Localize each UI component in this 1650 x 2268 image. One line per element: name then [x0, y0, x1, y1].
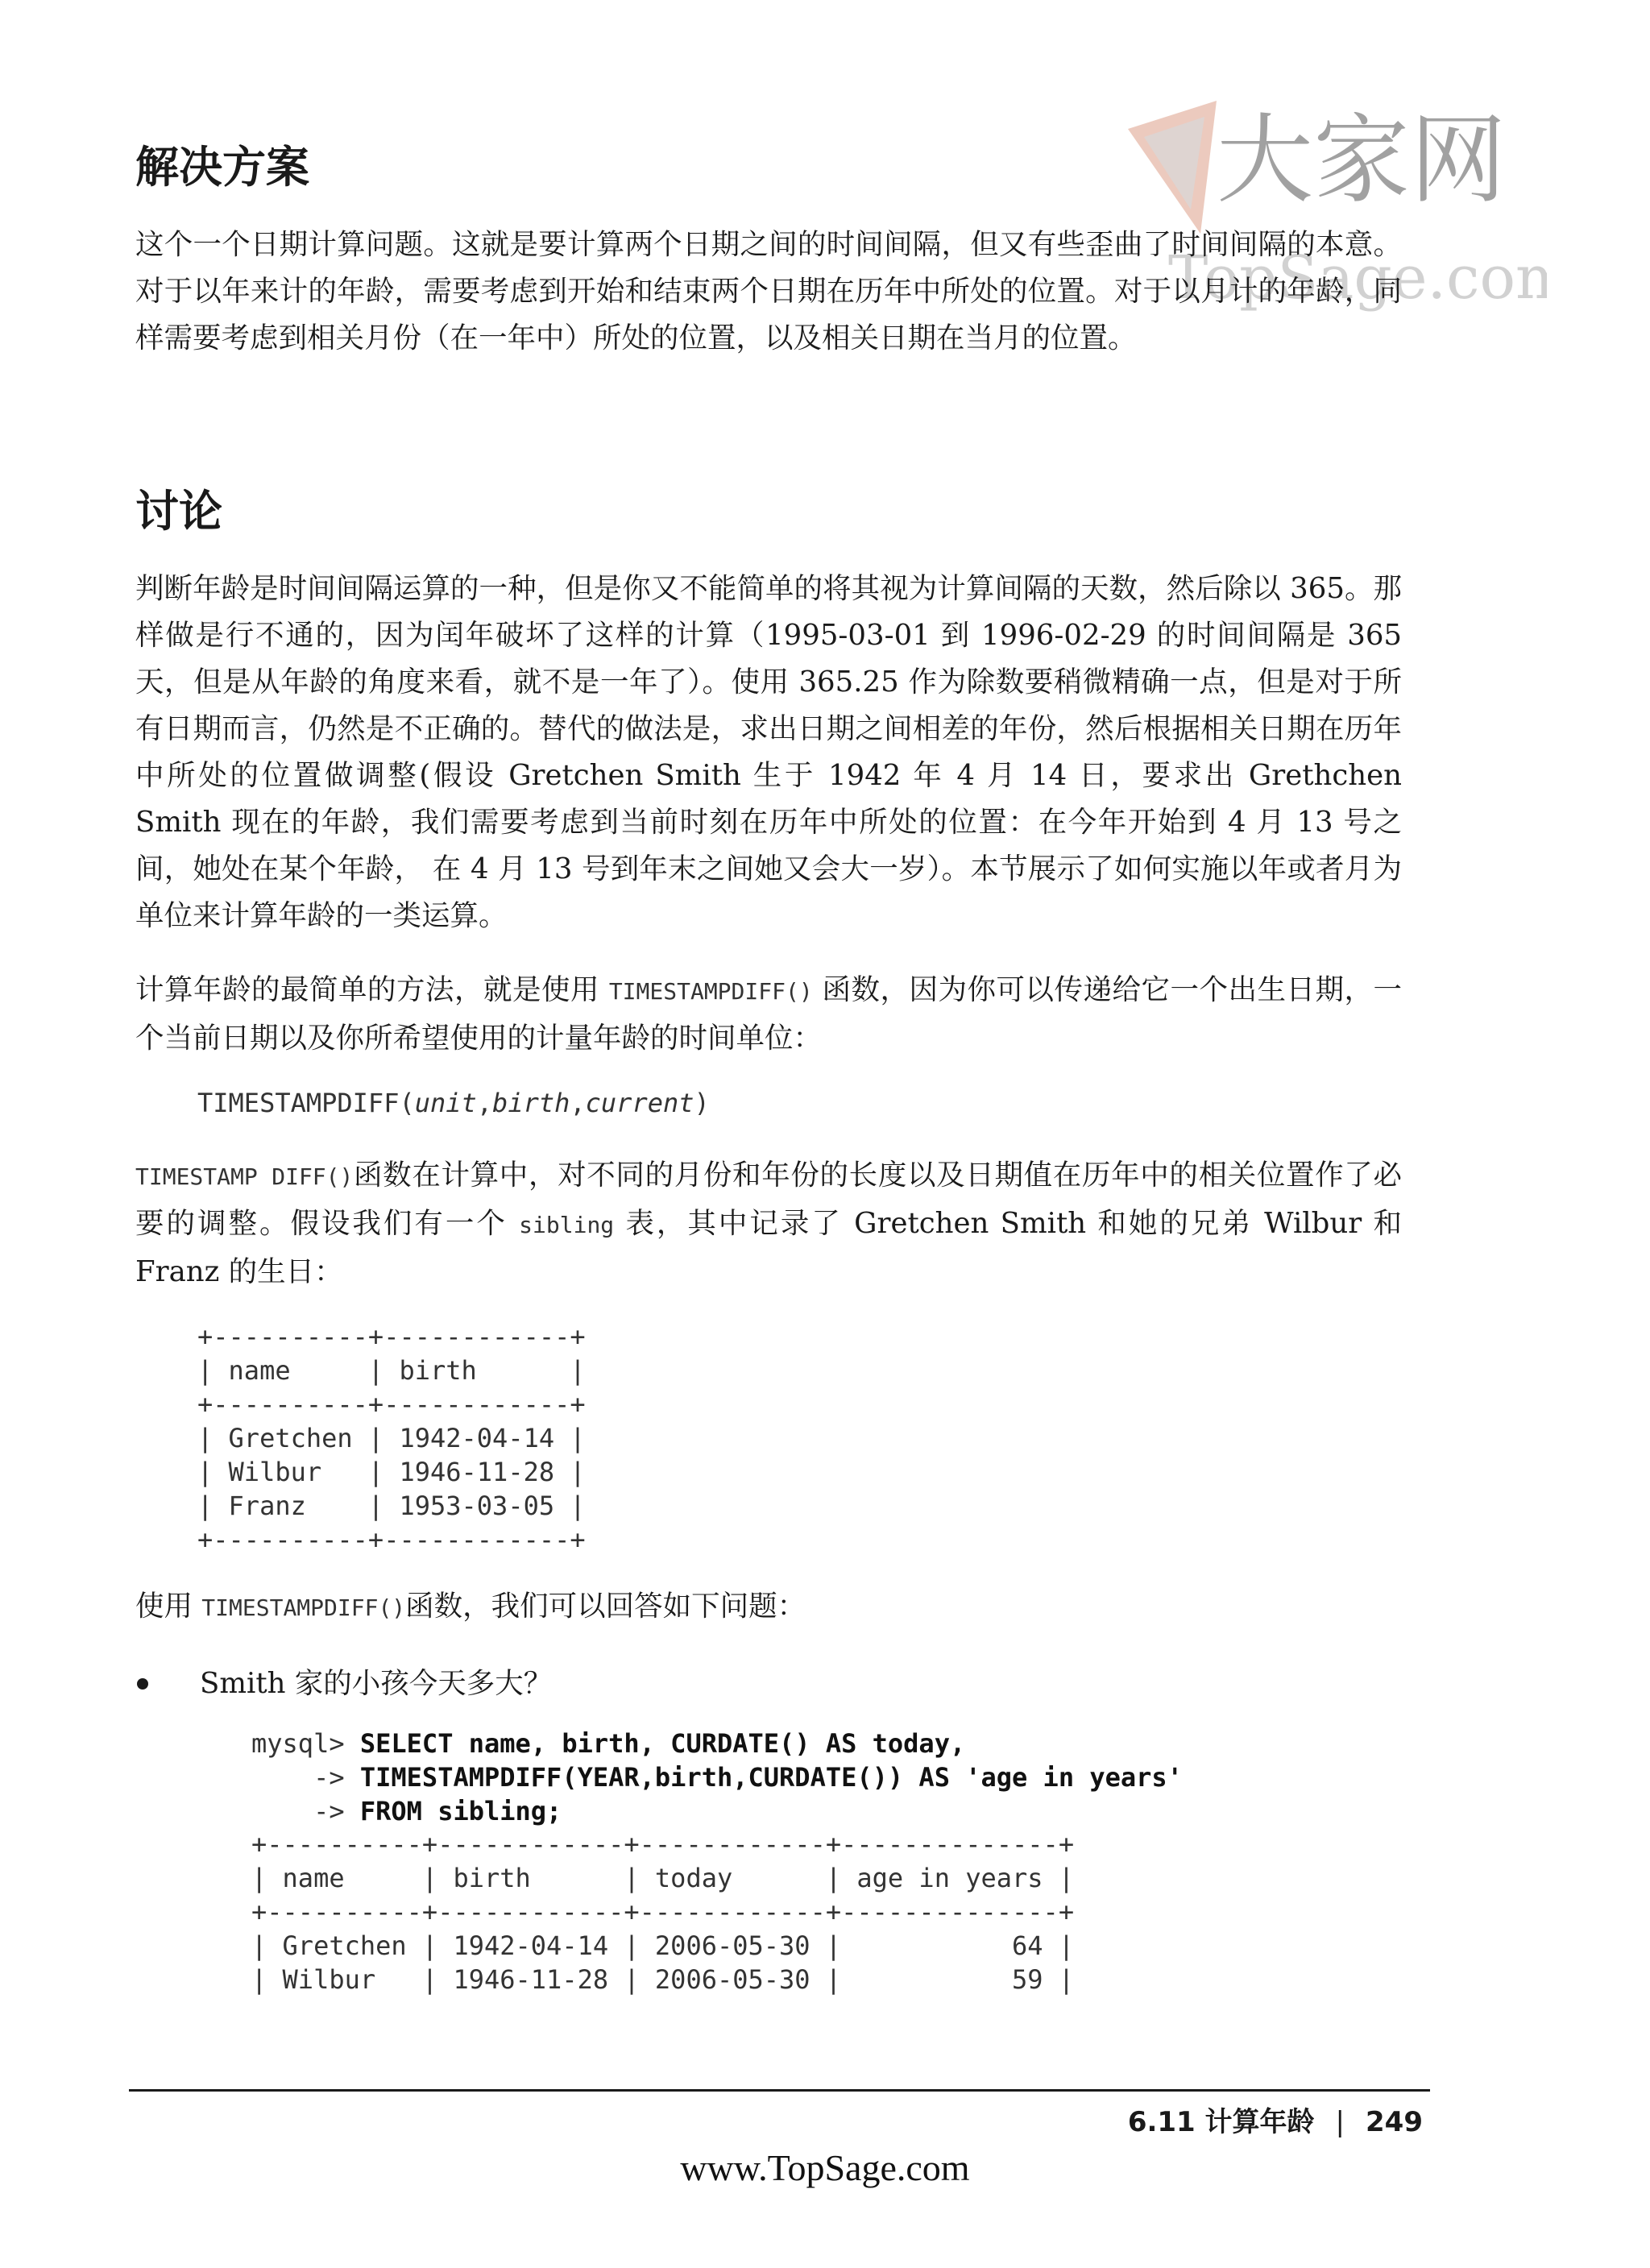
- footer-rule: [129, 2089, 1430, 2092]
- discussion-paragraph-2: [135, 967, 1402, 1062]
- p2-text-post: 函数，因为你可以传递给它一个出生日期，一个当前日期以及你所希望使用的计量年龄的时间单位：: [135, 973, 1402, 1055]
- watermark-brand-cn: 大家网: [1217, 105, 1507, 217]
- p2-text-pre: 计算年龄的最简单的方法，就是使用: [135, 973, 609, 1006]
- heading-discussion: 讨论: [135, 486, 222, 537]
- page-number: 249: [1366, 2106, 1423, 2138]
- query-prompt-1: mysql>: [251, 1728, 360, 1759]
- p3-text-b: 表，其中记录了 Gretchen Smith 和她的兄弟 Wilbur 和 Franz 的生日：: [135, 1207, 1402, 1288]
- p3-text-a: 函数在计算中，对不同的月份和年份的长度以及日期值在历年中的相关位置作了必要的调整。假设我们有一个: [135, 1159, 1402, 1240]
- syntax-arg-current: current: [585, 1088, 694, 1118]
- query-prompt-2: ->: [251, 1762, 360, 1793]
- syntax-comma-1: ,: [476, 1088, 493, 1118]
- discussion-paragraph-4: [135, 1583, 1402, 1632]
- syntax-close: ): [694, 1088, 710, 1118]
- footer-separator: |: [1335, 2106, 1345, 2138]
- sql-query: [251, 1727, 1183, 1828]
- p3-inline-code-2: sibling: [519, 1212, 615, 1238]
- watermark-brand-en: TopSage.com: [1168, 243, 1547, 313]
- age-table-output: +----------+------------+------------+--------------+ | name | birth | today | age in years | +----------+------------+------------+--------------+ | Gretchen | 1942-04-14 | 2006-05-30 | 64 | | Wilbur | 1946-11-28 | 2006-05-30 | 59 |: [251, 1829, 1075, 1995]
- bullet-icon: [137, 1678, 148, 1690]
- query-line-2: TIMESTAMPDIFF(YEAR,birth,CURDATE()) AS 'age in years': [359, 1762, 1183, 1793]
- bullet-item-1: Smith 家的小孩今天多大？: [200, 1667, 553, 1700]
- p2-inline-code: TIMESTAMPDIFF(): [608, 978, 813, 1005]
- query-line-1: SELECT name, birth, CURDATE() AS today,: [359, 1728, 966, 1759]
- footer-section-title: 6.11 计算年龄: [1127, 2106, 1315, 2138]
- syntax-example: [197, 1086, 710, 1120]
- solution-paragraph: 这个一个日期计算问题。这就是要计算两个日期之间的时间间隔，但又有些歪曲了时间间隔的本意。对于以年来计的年龄，需要考虑到开始和结束两个日期在历年中所处的位置。对于以月计的年龄，同样需要考虑到相关月份（在一年中）所处的位置，以及相关日期在当月的位置。: [135, 228, 1402, 355]
- sibling-table-output: +----------+------------+ | name | birth | +----------+------------+ | Gretchen | 1942-04-14 | | Wilbur | 1946-11-28 | | Franz | 1953-03-05 | +----------+------------+: [197, 1321, 586, 1555]
- discussion-paragraph-1: 判断年龄是时间间隔运算的一种，但是你又不能简单的将其视为计算间隔的天数，然后除以 365。那样做是行不通的，因为闰年破坏了这样的计算（1995-03-01 到 1996-02-29 的时间间隔是 365 天，但是从年龄的角度来看，就不是一年了）。使用 365.25 作为除数要稍微精确一点，但是对于所有日期而言，仍然是不正确的。替代的做法是，求出日期之间相差的年份，然后根据相关日期在历年中所处的位置做调整(假设 Gretchen Smith 生于 1942 年 4 月 14 日，要求出 Grethchen Smith 现在的年龄，我们需要考虑到当前时刻在历年中所处的位置：在今年开始到 4 月 13 号之间，她处在某个年龄， 在 4 月 13 号到年末之间她又会大一岁）。本节展示了如何实施以年或者月为单位来计算年龄的一类运算。: [135, 572, 1402, 932]
- p4-inline-code: TIMESTAMPDIFF(): [201, 1594, 406, 1621]
- query-line-3: FROM sibling;: [359, 1796, 562, 1826]
- site-url: www.TopSage.com: [680, 2147, 970, 2188]
- query-prompt-3: ->: [251, 1796, 360, 1826]
- discussion-paragraph-3: [135, 1152, 1402, 1296]
- heading-solution: 解决方案: [135, 142, 309, 193]
- p4-text-post: 函数，我们可以回答如下问题：: [405, 1590, 806, 1623]
- p3-inline-code-1: TIMESTAMP DIFF(): [135, 1163, 354, 1190]
- p4-text-pre: 使用: [135, 1590, 202, 1623]
- syntax-arg-unit: unit: [414, 1088, 477, 1118]
- syntax-arg-birth: birth: [492, 1088, 570, 1118]
- syntax-comma-2: ,: [570, 1088, 586, 1118]
- syntax-fn: TIMESTAMPDIFF(: [197, 1088, 415, 1118]
- running-footer: [1128, 2100, 1423, 2139]
